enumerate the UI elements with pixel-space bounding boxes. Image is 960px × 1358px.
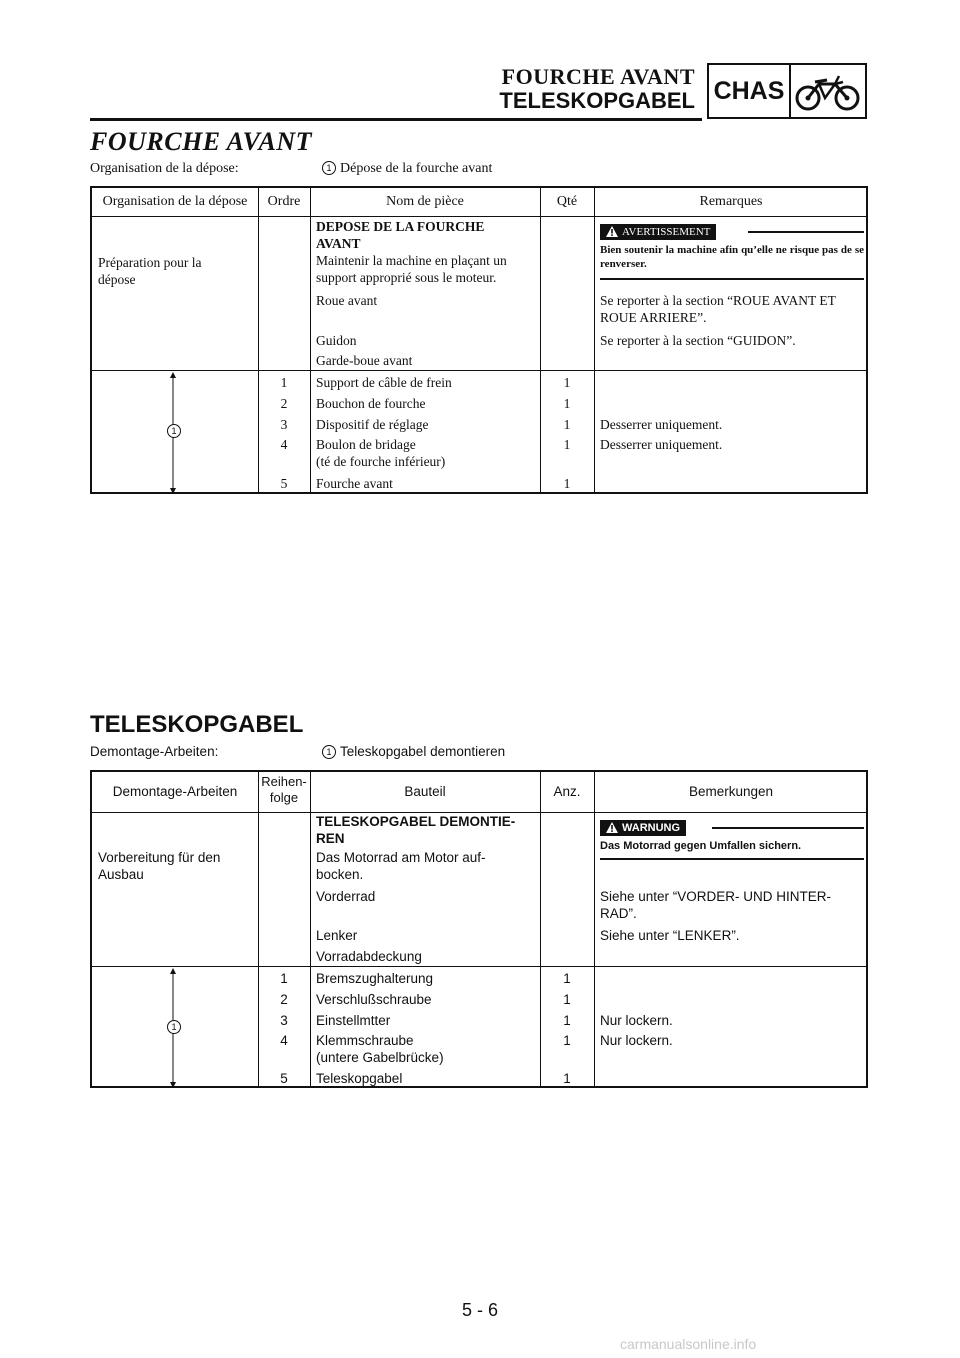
- warning-label: AVERTISSEMENT: [622, 226, 711, 238]
- row-order: 3: [280, 1013, 288, 1028]
- row-name: Support de câble de frein: [316, 375, 452, 390]
- table-divider: [92, 370, 866, 371]
- header-title-de: TELESKOPGABEL: [499, 88, 695, 113]
- watermark: carmanualsonline.info: [620, 1336, 757, 1352]
- prep-label-fr: Préparation pour la dépose: [98, 255, 202, 287]
- row-order: 4: [280, 1033, 288, 1048]
- warning-rule: [712, 827, 864, 829]
- prep-remark: Siehe unter “VORDER- UND HINTER- RAD”.: [600, 889, 832, 921]
- warning-rule: [748, 231, 864, 233]
- prep-remark: Se reporter à la section “ROUE AVANT ET ROUE ARRIERE”.: [600, 293, 836, 325]
- row-remark: Nur lockern.: [600, 1013, 673, 1028]
- col-header: Bauteil: [404, 784, 446, 799]
- table-de: [90, 770, 868, 1088]
- table-divider: [310, 188, 311, 492]
- warning-rule: [600, 858, 864, 860]
- row-name: Teleskopgabel: [316, 1071, 403, 1086]
- prep-line: DEPOSE DE LA FOURCHE AVANT: [316, 219, 485, 251]
- header-title-fr: FOURCHE AVANT: [501, 64, 695, 89]
- page-number: 5 - 6: [461, 1300, 499, 1320]
- warning-rule: [600, 278, 864, 280]
- prep-line: Lenker: [316, 928, 358, 943]
- warning-text: Bien soutenir la machine afin qu’elle ne risque pas de se renverser.: [600, 244, 864, 270]
- motorcycle-icon: [795, 72, 861, 112]
- header-rule: [90, 118, 702, 121]
- col-header: Remarques: [699, 194, 763, 209]
- warning-box-fr: [600, 224, 864, 284]
- step-number-icon: 1: [322, 161, 336, 175]
- row-name: Klemmschraube (untere Gabelbrücke): [316, 1033, 444, 1065]
- prep-line: TELESKOPGABEL DEMONTIE- REN: [316, 814, 516, 846]
- prep-line: Roue avant: [316, 293, 378, 308]
- warning-triangle-icon: [606, 226, 618, 237]
- org-step-fr: [322, 161, 492, 177]
- row-order: 5: [280, 1071, 288, 1086]
- table-fr: [90, 186, 868, 494]
- row-remark: Desserrer uniquement.: [600, 437, 723, 452]
- row-qty: 1: [563, 992, 571, 1007]
- prep-label-de: Vorbereitung für den Ausbau: [98, 850, 221, 882]
- col-header: Organisation de la dépose: [102, 194, 248, 209]
- prep-line: Garde-boue avant: [316, 353, 413, 368]
- prep-remark: Siehe unter “LENKER”.: [600, 928, 740, 943]
- col-header: Bemerkungen: [688, 784, 774, 799]
- prep-line: Vorradabdeckung: [316, 949, 422, 964]
- row-qty: 1: [563, 1033, 571, 1048]
- row-qty: 1: [563, 971, 571, 986]
- row-name: Verschlußschraube: [316, 992, 432, 1007]
- row-order: 2: [280, 992, 288, 1007]
- col-header: Qté: [556, 194, 578, 209]
- row-remark: Desserrer uniquement.: [600, 417, 723, 432]
- row-name: Bremszughalterung: [316, 971, 434, 986]
- row-name: Einstellmtter: [316, 1013, 391, 1028]
- prep-line: Vorderrad: [316, 889, 376, 904]
- table-divider: [310, 772, 311, 1086]
- row-order: 4: [280, 437, 288, 452]
- row-name: Bouchon de fourche: [316, 396, 426, 411]
- row-order: 3: [280, 417, 288, 432]
- warning-badge: [600, 224, 716, 240]
- section-title-fr: FOURCHE AVANT: [90, 127, 313, 156]
- row-qty: 1: [563, 1071, 571, 1086]
- row-name: Fourche avant: [316, 476, 393, 491]
- table-divider: [92, 966, 866, 967]
- col-header: Demontage-Arbeiten: [112, 784, 238, 799]
- row-name: Dispositif de réglage: [316, 417, 429, 432]
- org-step-text-de: Teleskopgabel demontieren: [340, 744, 506, 759]
- prep-line: Maintenir la machine en plaçant un support approprié sous le moteur.: [316, 253, 507, 285]
- warning-text: Das Motorrad gegen Umfallen sichern.: [600, 840, 802, 852]
- chas-label: CHAS: [713, 77, 785, 105]
- table-divider: [594, 188, 595, 492]
- row-qty: 1: [563, 396, 571, 411]
- table-divider: [594, 772, 595, 1086]
- row-order: 1: [280, 375, 288, 390]
- org-step-text-fr: Dépose de la fourche avant: [340, 161, 493, 176]
- prep-line: Das Motorrad am Motor auf- bocken.: [316, 850, 486, 882]
- row-order: 5: [280, 476, 288, 491]
- col-header: Ordre: [267, 194, 301, 209]
- row-qty: 1: [563, 417, 571, 432]
- row-order: 2: [280, 396, 288, 411]
- chas-separator: [789, 63, 791, 119]
- warning-label: WARNUNG: [622, 822, 681, 834]
- row-name: Boulon de bridage (té de fourche inférieur): [316, 437, 446, 469]
- org-label-fr: Organisation de la dépose:: [90, 161, 239, 176]
- group-number-icon: 1: [167, 424, 181, 438]
- step-number-icon: 1: [322, 745, 336, 759]
- org-label-de: Demontage-Arbeiten:: [90, 744, 219, 759]
- row-qty: 1: [563, 375, 571, 390]
- prep-remark: Se reporter à la section “GUIDON”.: [600, 333, 796, 348]
- section-title-de: TELESKOPGABEL: [90, 711, 304, 738]
- row-qty: 1: [563, 476, 571, 491]
- group-number-icon: 1: [167, 1020, 181, 1034]
- org-step-de: [322, 744, 505, 759]
- col-header: Nom de pièce: [386, 194, 464, 209]
- warning-badge: [600, 820, 686, 836]
- row-remark: Nur lockern.: [600, 1033, 673, 1048]
- row-qty: 1: [563, 437, 571, 452]
- col-header: Reihen- folge: [261, 774, 307, 805]
- table-divider: [92, 216, 866, 217]
- row-qty: 1: [563, 1013, 571, 1028]
- prep-line: Guidon: [316, 333, 357, 348]
- row-order: 1: [280, 971, 288, 986]
- warning-triangle-icon: [606, 822, 618, 833]
- warning-box-de: [600, 820, 864, 864]
- col-header: Anz.: [553, 784, 581, 799]
